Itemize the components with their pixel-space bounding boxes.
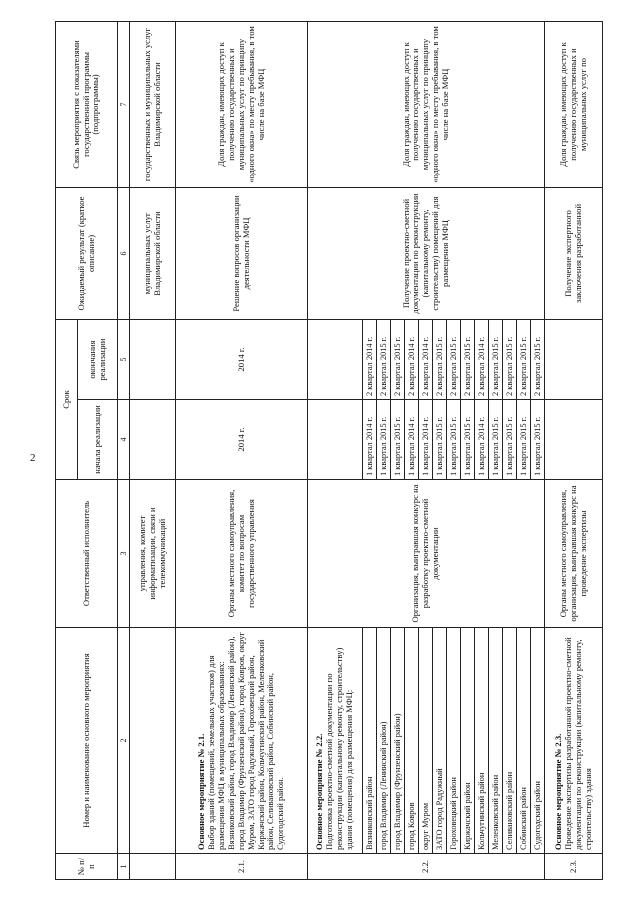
col-number: 1	[118, 854, 130, 880]
item-name: Меленковский район	[489, 628, 503, 854]
activity-text: Проведение экспертизы разработанной проектно-сметной документации по реконструкции (капитальному ремонту, строительству) здания	[562, 637, 593, 850]
item-start: 1 квартал 2015 г.	[503, 400, 517, 480]
header-col-start: начала реализации	[78, 400, 118, 480]
item-end: 2 квартал 2014 г.	[419, 319, 433, 399]
item-name: Киржачский район	[461, 628, 475, 854]
item-start: 1 квартал 2014 г.	[419, 400, 433, 480]
cell-num: 2.1.	[176, 854, 308, 880]
table-row-continuation	[130, 21, 176, 879]
cell-result: Получение экспертного заключения разработанной	[545, 187, 603, 319]
item-start: 1 квартал 2014 г.	[363, 400, 377, 480]
item-name: ЗАТО город Радужный	[433, 628, 447, 854]
item-start: 1 квартал 2015 г.	[447, 400, 461, 480]
cell-title	[130, 628, 176, 854]
cell-link: государственных и муниципальных услуг Владимирской области	[130, 21, 176, 187]
item-name: Судогодский район	[531, 628, 545, 854]
item-name: Селивановский район	[503, 628, 517, 854]
header-row	[56, 21, 78, 879]
table-row-2-3	[545, 21, 603, 879]
header-col-num: № п/п	[56, 854, 118, 880]
cell-end	[308, 319, 363, 399]
activity-text: Выбор зданий (помещений, земельных участков) для размещения МФЦ в муниципальных образованиях: Вязниковский район, город Владимир (Ленинский район), город Владимир (Фрунзенский район), город Ковров, округ Муром, ЗАТО город Радужный, Гороховецкий район, Киржачский район, Кольчугинский район, Меленковский район, Селивановский район, Собинский район, Судогодский район.	[206, 632, 286, 850]
item-start: 1 квартал 2014 г.	[475, 400, 489, 480]
item-start: 1 квартал 2015 г.	[377, 400, 391, 480]
cell-num: 2.3.	[545, 854, 603, 880]
col-number: 5	[118, 319, 130, 399]
activity-title: Основное мероприятие № 2.1.	[196, 733, 207, 850]
col-number: 4	[118, 400, 130, 480]
item-end: 2 квартал 2015 г.	[489, 319, 503, 399]
cell-start	[308, 400, 363, 480]
item-end: 2 квартал 2015 г.	[447, 319, 461, 399]
item-end: 2 квартал 2015 г.	[517, 319, 531, 399]
column-numbers-row	[118, 21, 130, 879]
item-name: город Владимир (Фрунзенский район)	[391, 628, 405, 854]
cell-title	[308, 628, 363, 854]
item-end: 2 квартал 2014 г.	[363, 319, 377, 399]
cell-num: 2.2.	[308, 854, 545, 880]
item-end: 2 квартал 2014 г.	[405, 319, 419, 399]
cell-result: муниципальных услуг Владимирской области	[130, 187, 176, 319]
item-start: 1 квартал 2015 г.	[517, 400, 531, 480]
activity-title: Основное мероприятие № 2.2.	[314, 733, 325, 850]
col-number: 2	[118, 628, 130, 854]
item-name: Собинский район	[517, 628, 531, 854]
cell-link: Доля граждан, имеющих доступ к получению государственных и муниципальных услуг по принципу «одного окна» по месту пребывания, в том числе на базе МФЦ	[308, 21, 545, 187]
item-start: 1 квартал 2015 г.	[391, 400, 405, 480]
table-row-2-1	[176, 21, 308, 879]
item-end: 2 квартал 2015 г.	[377, 319, 391, 399]
header-col-executor: Ответственный исполнитель	[56, 480, 118, 628]
item-name: Кольчугинский район	[475, 628, 489, 854]
cell-link: Доля граждан, имеющих доступ к получению государственных и муниципальных услуг по	[545, 21, 603, 187]
item-start: 1 квартал 2015 г.	[433, 400, 447, 480]
cell-link: Доля граждан, имеющих доступ к получению государственных и муниципальных услуг по принципу «одного окна» по месту пребывания, в том числе на базе МФЦ	[176, 21, 308, 187]
header-col-end: окончания реализации	[78, 319, 118, 399]
header-term: Срок	[56, 319, 78, 479]
header-col-result: Ожидаемый результат (краткое описание)	[56, 187, 118, 319]
cell-end	[130, 319, 176, 399]
col-number: 7	[118, 21, 130, 187]
item-name: Гороховецкий район	[447, 628, 461, 854]
item-start: 1 квартал 2015 г.	[461, 400, 475, 480]
cell-start	[130, 400, 176, 480]
cell-executor: Органы местного самоуправления, организация, выигравшая конкурс на проведение экспертизы	[545, 480, 603, 628]
col-number: 3	[118, 480, 130, 628]
item-name: Вязниковский район	[363, 628, 377, 854]
item-end: 2 квартал 2015 г.	[433, 319, 447, 399]
item-start: 1 квартал 2014 г.	[405, 400, 419, 480]
cell-executor: Органы местного самоуправления, комитет по вопросам государственного управления	[176, 480, 308, 628]
cell-result: Получение проектно-сметной документации по реконструкции (капитальному ремонту, строительству) помещений для размещения МФЦ	[308, 187, 545, 319]
activity-text: Подготовка проектно-сметной документации по реконструкции (капитальному ремонту, строительству) здания (помещения) для размещения МФЦ:	[324, 647, 355, 850]
item-end: 2 квартал 2015 г.	[461, 319, 475, 399]
table-row-2-2-head	[308, 21, 363, 879]
cell-result: Решение вопросов организации деятельности МФЦ	[176, 187, 308, 319]
item-end: 2 квартал 2014 г.	[475, 319, 489, 399]
col-number: 6	[118, 187, 130, 319]
header-col-link: Связь мероприятия с показателями государственной программы (подпрограммы)	[56, 21, 118, 187]
cell-end: 2014 г.	[176, 319, 308, 399]
cell-executor: Организация, выигравшая конкурс на разработку проектно-сметной документации	[308, 480, 545, 628]
item-name: город Ковров	[405, 628, 419, 854]
item-end: 2 квартал 2015 г.	[503, 319, 517, 399]
cell-start: 2014 г.	[176, 400, 308, 480]
item-end: 2 квартал 2015 г.	[531, 319, 545, 399]
page-number: 2	[30, 452, 36, 464]
cell-start	[545, 400, 603, 480]
cell-title	[176, 628, 308, 854]
cell-end	[545, 319, 603, 399]
item-start: 1 квартал 2015 г.	[531, 400, 545, 480]
activities-table	[55, 21, 603, 880]
cell-executor: управления, комитет информатизации, связи и телекоммуникаций	[130, 480, 176, 628]
activity-title: Основное мероприятие № 2.3.	[552, 733, 563, 850]
item-start: 1 квартал 2015 г.	[489, 400, 503, 480]
item-end: 2 квартал 2015 г.	[391, 319, 405, 399]
cell-num	[130, 854, 176, 880]
item-name: округ Муром	[419, 628, 433, 854]
cell-title	[545, 628, 603, 854]
header-col-title: Номер и наименование основного мероприятия	[56, 628, 118, 854]
item-name: город Владимир (Ленинский район)	[377, 628, 391, 854]
